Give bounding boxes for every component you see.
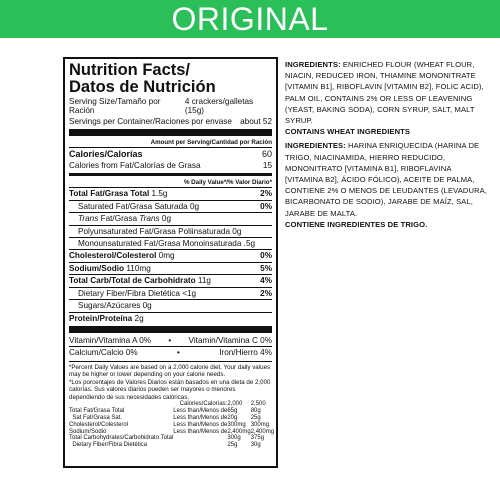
ingredients-en-label: INGREDIENTS: [285,60,341,69]
nutrient-name: Total Carb/Total de Carbohidrato [69,276,196,286]
nutrition-title-es: Datos de Nutrición [69,78,216,96]
servings-value: about 52 [240,116,272,126]
nutrient-amount: 1.5g [151,189,168,199]
calories-value: 60 [261,149,272,160]
nutrient-label [69,276,211,285]
nutrient-daily-value: 0% [260,251,272,261]
serving-size-value: 4 crackers/galletas (15g) [184,97,254,116]
ingredients-es [285,140,491,218]
nutrient-row [69,212,272,224]
bullet-separator: • [177,348,180,358]
dv-table-cell: Less than/Menos de [173,414,228,421]
nutrient-row [69,274,272,286]
dv-table-cell [173,435,227,442]
dv-table-cell: 300mg [227,421,246,428]
cal-fat-value: 15 [262,160,272,170]
dv-table-cell: 2,400mg [227,428,251,435]
divider-thick [69,129,272,136]
nutrient-label [69,314,144,323]
nutrition-title-en: Nutrition Facts/ [69,61,191,79]
dv-table-row [69,429,274,436]
nutrient-row [69,225,272,237]
nutrient-name: Saturated Fat/Grasa Saturada 0g [78,201,200,211]
nutrient-row [69,249,272,261]
nutrient-daily-value: 5% [260,263,272,273]
nutrient-row [69,299,272,311]
divider-thin-2 [69,361,272,362]
nutrient-name: Trans Fat/Grasa Trans 0g [78,214,171,224]
nutrient-row [69,287,272,299]
serving-size-row [69,96,272,117]
dv-table-cell: Less than/Menos de [173,428,228,435]
ingredients-block [285,59,491,230]
nutrient-label [78,301,152,310]
divider-thick-2 [69,326,272,333]
dv-table-cell: Dietary Fiber/Fibra Dietética [69,442,148,449]
nutrient-name: Monounsaturated Fat/Grasa Monoinsaturada .5g [78,238,256,248]
nutrient-name: Protein/Proteína [69,313,133,323]
dv-table-cell: 25g [250,414,261,421]
amount-header: Amount per Serving/Cantidad por Ración [150,139,272,147]
servings-label: Servings per Container/Raciones por envase [69,116,232,126]
dv-table-cell [173,442,227,449]
nutrient-name: Polyunsaturated Fat/Grasa Poliinsaturada 0g [78,226,242,236]
dv-table-cell: 25g [227,442,238,449]
nutrient-label [69,264,151,273]
ingredients-es-label: INGREDIENTES: [285,141,346,151]
nutrient-amount: 110mg [126,263,151,273]
nutrient-name: Sodium/Sodio [69,263,125,273]
dv-table-header-cell: 2,500 [250,400,266,407]
daily-values-table [69,401,274,449]
vitamin-row [69,335,272,346]
vitamin-rows [69,335,272,359]
vitamin-item: Calcium/Calcio 0% [69,348,138,358]
bullet-separator: • [168,335,172,345]
dv-table-header [69,401,274,408]
footnote-en: *Percent Daily Values are based on a 2,000 calorie diet. Your daily values may be higher or lower depending on your calorie needs. [69,363,271,379]
dv-table-cell: 375g [250,435,265,442]
flavor-banner [0,0,500,38]
nutrient-amount: 0mg [158,251,175,261]
nutrient-label [78,289,196,298]
ingredients-es-text: HARINA ENRIQUECIDA (HARINA DE TRIGO, NIACINAMIDA, HIERRO REDUCIDO, MONONITRATO [VITAMINA B1], RIBOFLAVINA [VITAMINA B2], ÁCIDO FÓLICO), ACEITE DE PALMA, CONTIENE 2% O MENOS DE LEUDANTES (LEVADURA, BICARBONATO DE SODIO), JARABE DE MAÍZ, SAL, JARABE DE MALTA. [285,141,488,218]
allergen-en: CONTAINS WHEAT INGREDIENTS [285,127,411,137]
nutrient-amount: 2g [134,313,144,323]
nutrient-label [78,227,241,236]
nutrient-rows [69,187,272,324]
daily-value-header: % Daily Value*/% Valor Diario* [183,179,272,187]
cal-fat-label: Calories from Fat/Calorías de Grasa [69,160,201,170]
divider-medium [69,173,272,176]
vitamin-item: Vitamin/Vitamina C 0% [188,335,272,345]
nutrient-row [69,262,272,274]
ingredients-en-text: ENRICHED FLOUR (WHEAT FLOUR, NIACIN, REDUCED IRON, THIAMINE MONONITRATE [VITAMIN B1], RIBOFLAVIN [VITAMIN B2], FOLIC ACID), PALM OIL, CONTAINS 2% OR LESS OF LEAVENING (YEAST, BAKING SODA), CORN SYRUP, SALT, MALT SYRUP. [285,60,484,126]
dv-table-cell: Sodium/Sodio [69,428,107,435]
dv-table-cell: 300mg [250,421,270,428]
dv-table-cell: Sat Fat/Grasa Sat. [69,414,123,421]
dv-table-cell: Cholesterol/Colesterol [69,421,129,428]
dv-table-row [69,435,274,442]
nutrient-daily-value: 2% [260,288,272,298]
dv-table-cell: 30g [250,442,261,449]
nutrient-row [69,200,272,212]
nutrient-daily-value: 0% [260,201,272,211]
dv-table-cell: Less than/Menos de [173,407,228,414]
dv-table-cell: 20g [227,414,238,421]
allergen-es: CONTIENE INGREDIENTES DE TRIGO. [285,219,428,229]
nutrient-label [78,239,255,248]
calories-label: Calories/Calorías [69,149,143,160]
nutrient-label [69,251,175,260]
nutrient-row [69,312,272,324]
dv-table-cell: 2,400mg [250,428,275,435]
vitamin-item: Vitamin/Vitamina A 0% [69,335,152,345]
dv-table-row [69,415,274,422]
flavor-title: ORIGINAL [171,1,329,37]
serving-size-label: Serving Size/Tamaño por Ración [69,97,161,116]
dv-table-cell: 65g [227,407,238,414]
nutrient-label [69,189,167,198]
vitamin-row [69,346,272,358]
vitamin-item: Iron/Hierro 4% [219,348,272,358]
dv-table-cell: 80g [250,407,261,414]
nutrition-facts-panel [63,57,278,468]
dv-table-cell: Total Fat/Grasa Total [69,407,125,414]
cal-fat-row [69,161,272,171]
dv-table-header-cell: 2,000 [227,400,243,407]
dv-table-spacer [69,401,173,408]
dv-table-cell: Total Carbohydrates/Carbohidrato Total [69,435,174,442]
dv-table-header-cell: Calories/Calorías: [179,400,228,407]
dv-table-row [69,408,274,415]
nutrient-label [78,202,199,211]
nutrient-row [69,187,272,199]
dv-table-row [69,422,274,429]
nutrient-name: Sugars/Azúcares 0g [78,301,152,311]
nutrient-daily-value: 4% [260,276,272,286]
nutrient-name: Total Fat/Grasa Total [69,189,150,199]
servings-row [69,117,272,127]
nutrient-amount: 11g [197,276,211,286]
nutrient-daily-value: 2% [260,189,272,199]
nutrient-name: Dietary Fiber/Fibra Dietética <1g [78,288,197,298]
nutrient-row [69,237,272,249]
ingredients-en [285,59,491,126]
footnote-es: *Los porcentajes de Valores Diarios están basados en una dieta de 2,000 calorías. Sus valores diarios pueden ser mayores o menores dependiendo de sus necesidades calóricas. [69,378,271,401]
nutrient-label [78,214,171,223]
dv-table-cell: 300g [227,435,241,442]
dv-table-cell: Less than/Menos de [173,421,228,428]
calories-row [69,148,272,160]
dv-table-row [69,442,274,449]
nutrient-name: Cholesterol/Colesterol [69,251,157,261]
